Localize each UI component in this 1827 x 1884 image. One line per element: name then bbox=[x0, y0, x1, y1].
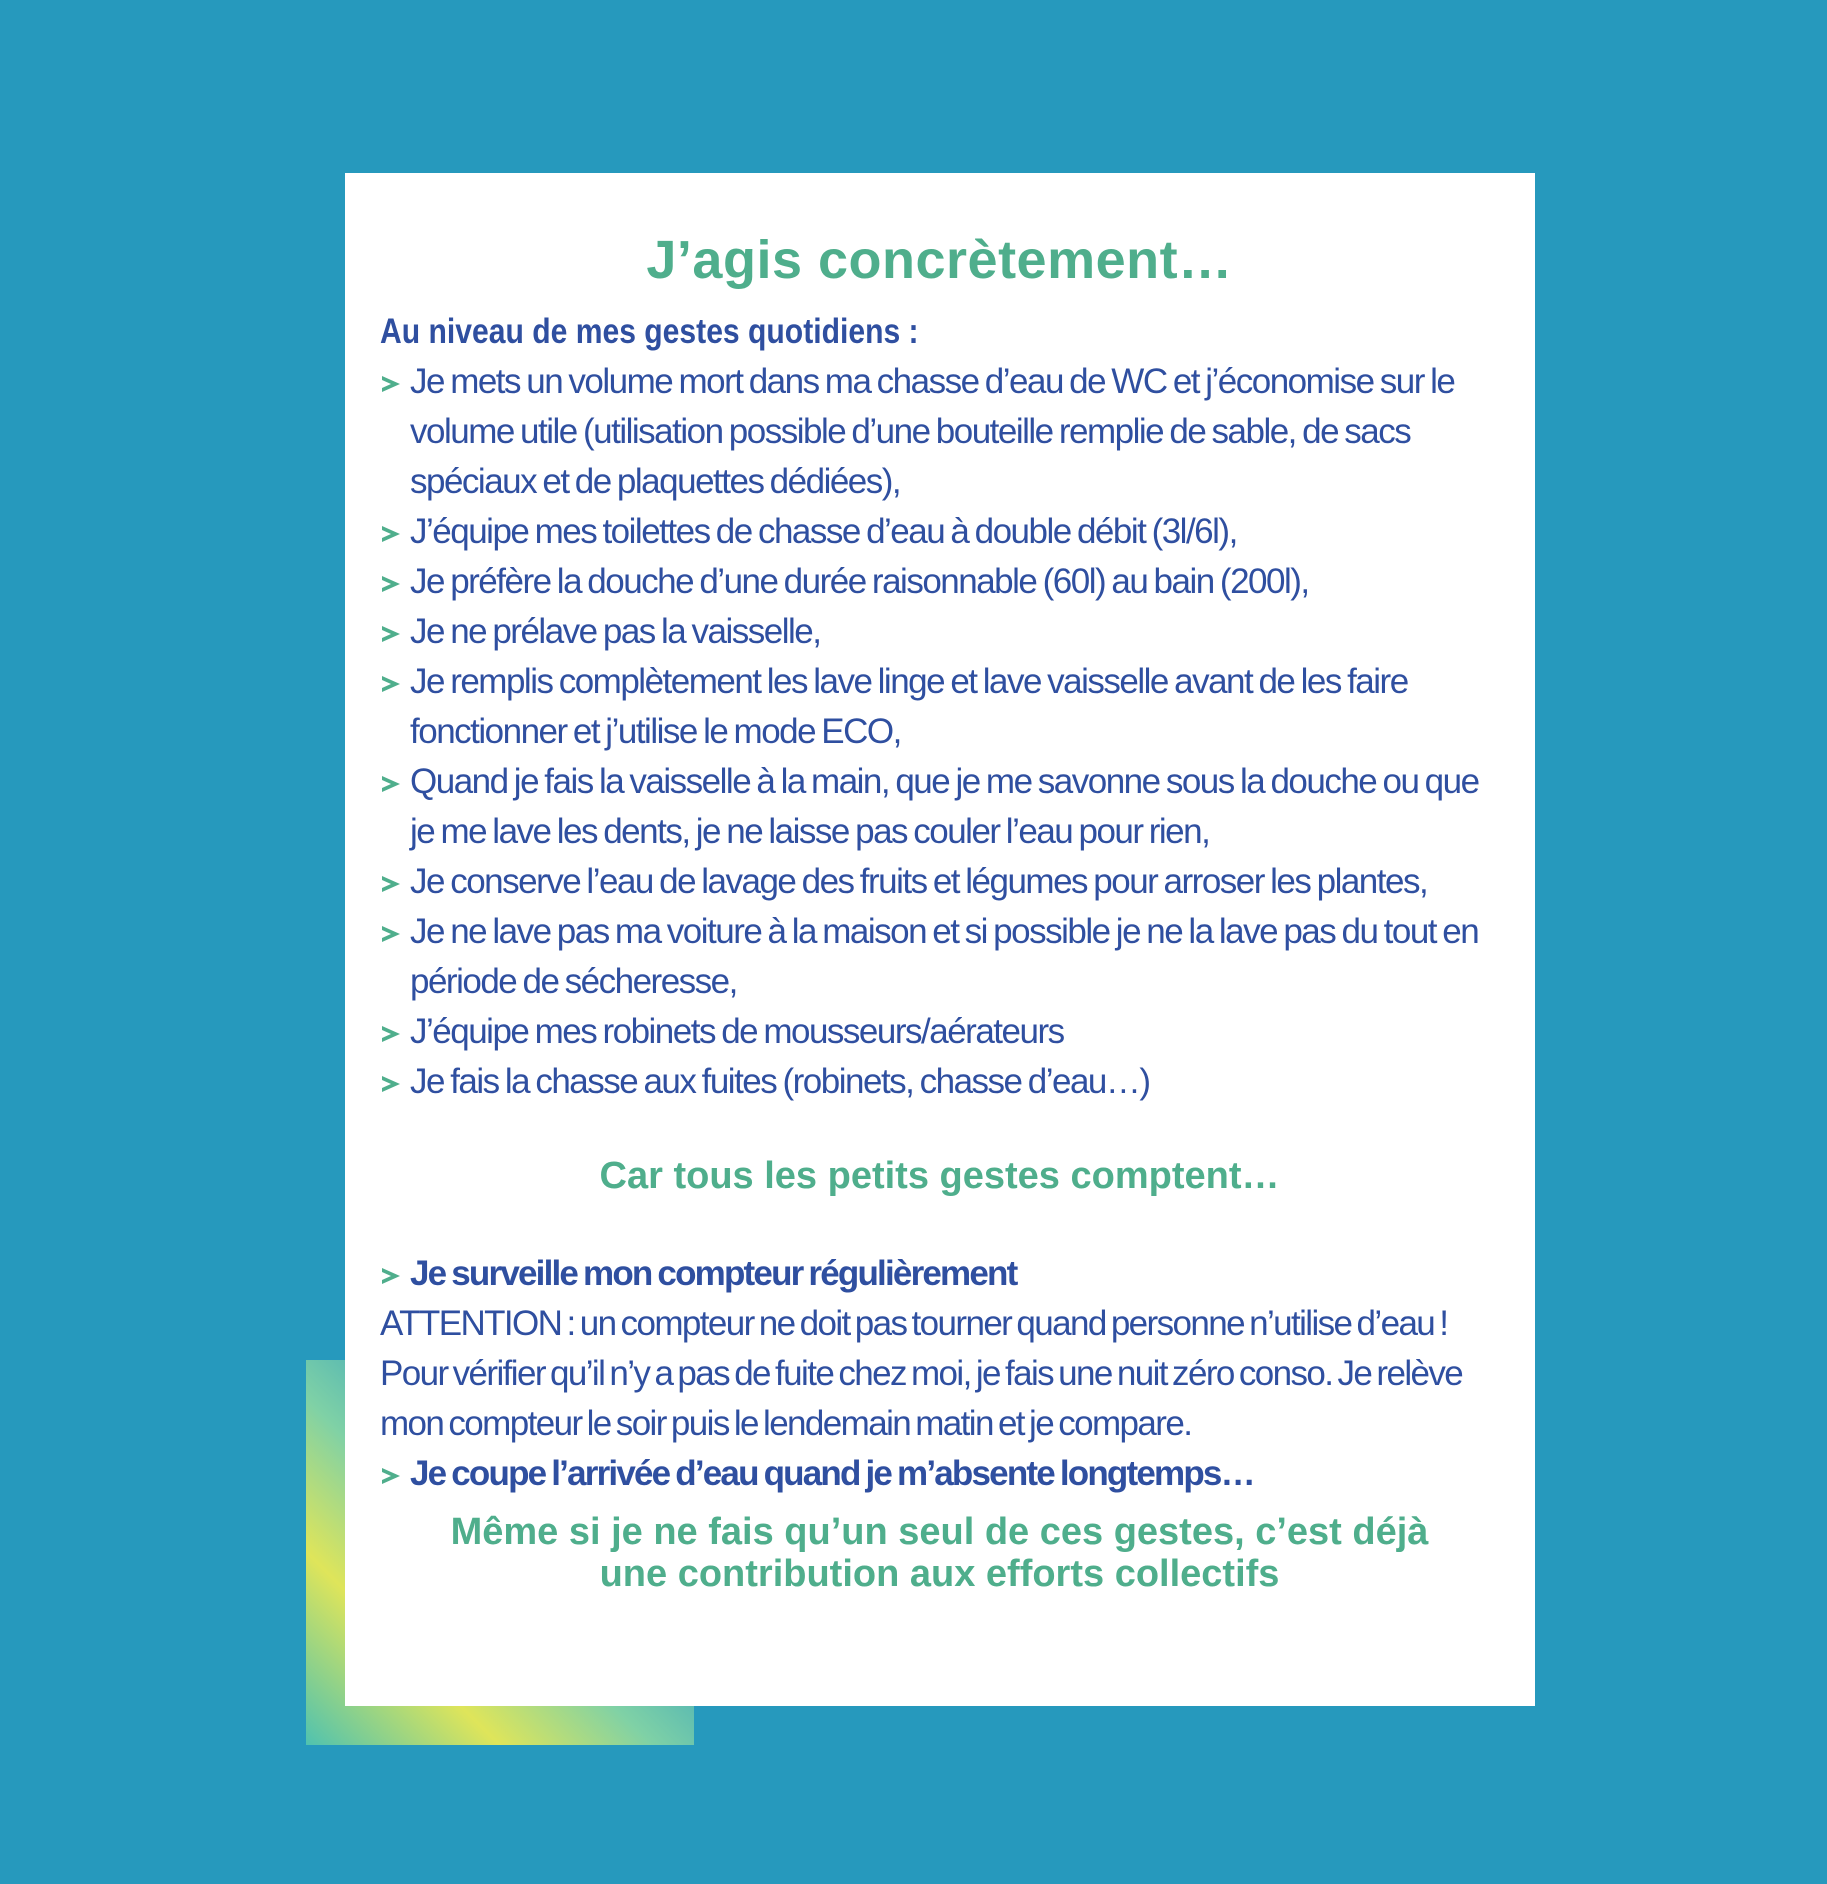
chevron-right-icon bbox=[380, 1466, 402, 1486]
chevron-right-icon bbox=[380, 674, 402, 694]
list-item bbox=[380, 757, 1499, 857]
page-title: J’agis concrètement… bbox=[646, 230, 1233, 290]
chevron-right-icon bbox=[380, 874, 402, 894]
chevron-right-icon bbox=[380, 1074, 402, 1094]
list-item-text: Quand je fais la vaisselle à la main, que je me savonne sous la douche ou que je me lave les dents, je ne laisse pas couler l’eau pour rien, bbox=[410, 762, 1479, 851]
water-cut-item bbox=[380, 1449, 1499, 1499]
closing-message bbox=[380, 1511, 1499, 1595]
list-item-text: J’équipe mes robinets de mousseurs/aérateurs bbox=[410, 1012, 1064, 1051]
list-item-text: Je ne prélave pas la vaisselle, bbox=[410, 612, 821, 651]
closing-line-2: une contribution aux efforts collectifs bbox=[599, 1553, 1280, 1595]
list-item bbox=[380, 1057, 1499, 1107]
chevron-right-icon bbox=[380, 374, 402, 394]
section-subheading: Au niveau de mes gestes quotidiens : bbox=[380, 312, 919, 351]
meter-heading-text: Je surveille mon compteur régulièrement bbox=[410, 1254, 1017, 1293]
meter-heading bbox=[380, 1249, 1499, 1299]
closing-line-1: Même si je ne fais qu’un seul de ces gestes, c’est déjà bbox=[450, 1511, 1429, 1553]
chevron-right-icon bbox=[380, 1266, 402, 1286]
chevron-right-icon bbox=[380, 624, 402, 644]
list-item bbox=[380, 607, 1499, 657]
list-item-text: Je ne lave pas ma voiture à la maison et si possible je ne la lave pas du tout en période de sécheresse, bbox=[410, 912, 1479, 1001]
list-item-text: J’équipe mes toilettes de chasse d’eau à double débit (3l/6l), bbox=[410, 512, 1237, 551]
chevron-right-icon bbox=[380, 1024, 402, 1044]
attention-paragraph: ATTENTION : un compteur ne doit pas tourner quand personne n’utilise d’eau ! Pour vérifier qu’il n’y a pas de fuite chez moi, je fais une nuit zéro conso. Je relève mon compteur le soir puis le lendemain matin et je compare. bbox=[380, 1304, 1463, 1443]
list-item-text: Je préfère la douche d’une durée raisonnable (60l) au bain (200l), bbox=[410, 562, 1309, 601]
info-card bbox=[345, 173, 1535, 1706]
daily-gestures-list bbox=[380, 357, 1499, 1107]
chevron-right-icon bbox=[380, 774, 402, 794]
list-item-text: Je remplis complètement les lave linge et lave vaisselle avant de les faire fonctionner et j’utilise le mode ECO, bbox=[410, 662, 1408, 751]
list-item-text: Je conserve l’eau de lavage des fruits et légumes pour arroser les plantes, bbox=[410, 862, 1428, 901]
list-item bbox=[380, 357, 1499, 507]
list-item bbox=[380, 857, 1499, 907]
list-item bbox=[380, 657, 1499, 757]
chevron-right-icon bbox=[380, 574, 402, 594]
water-cut-text: Je coupe l’arrivée d’eau quand je m’absente longtemps… bbox=[410, 1454, 1254, 1493]
chevron-right-icon bbox=[380, 524, 402, 544]
midline-slogan: Car tous les petits gestes comptent… bbox=[599, 1155, 1280, 1197]
list-item bbox=[380, 907, 1499, 1007]
chevron-right-icon bbox=[380, 924, 402, 944]
list-item-text: Je mets un volume mort dans ma chasse d’eau de WC et j’économise sur le volume utile (utilisation possible d’une bouteille remplie de sable, de sacs spéciaux et de plaquettes dédiées), bbox=[410, 362, 1455, 501]
list-item bbox=[380, 507, 1499, 557]
list-item-text: Je fais la chasse aux fuites (robinets, chasse d’eau…) bbox=[410, 1062, 1150, 1101]
list-item bbox=[380, 1007, 1499, 1057]
list-item bbox=[380, 557, 1499, 607]
